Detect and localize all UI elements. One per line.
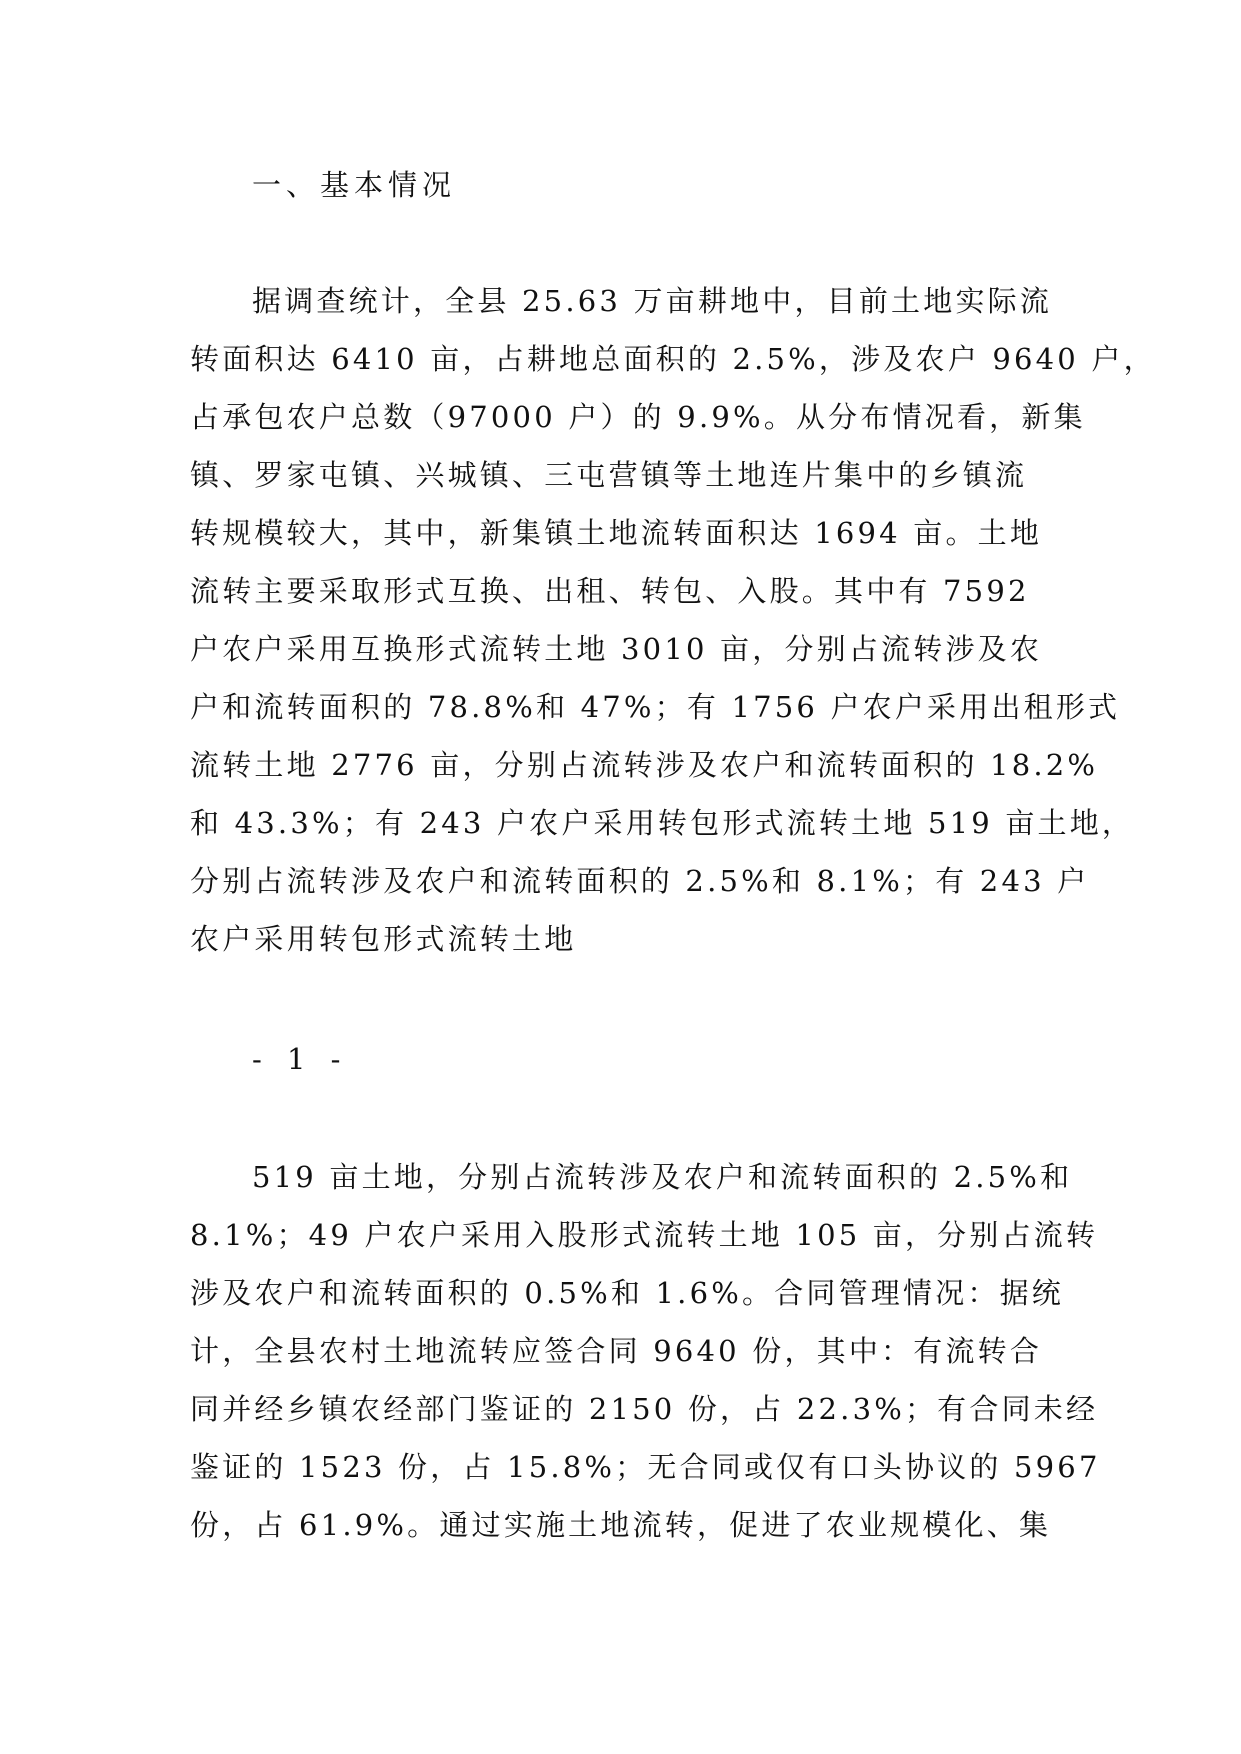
paragraph-line: 流转土地 2776 亩，分别占流转涉及农户和流转面积的 18.2% [190,748,1099,782]
page-number: - 1 - [252,1042,349,1076]
paragraph-line: 同并经乡镇农经部门鉴证的 2150 份，占 22.3%；有合同未经 [190,1392,1099,1426]
paragraph-line: 8.1%；49 户农户采用入股形式流转土地 105 亩，分别占流转 [190,1218,1099,1252]
paragraph-2 [190,1148,1101,1554]
paragraph-line: 分别占流转涉及农户和流转面积的 2.5%和 8.1%；有 243 户 [190,864,1090,898]
paragraph-line: 户和流转面积的 78.8%和 47%；有 1756 户农户采用出租形式 [190,690,1121,724]
paragraph-line: 转面积达 6410 亩，占耕地总面积的 2.5%，涉及农户 9640 户， [190,342,1156,376]
paragraph-line: 转规模较大，其中，新集镇土地流转面积达 1694 亩。土地 [190,516,1043,550]
paragraph-line: 519 亩土地，分别占流转涉及农户和流转面积的 2.5%和 [252,1160,1073,1194]
paragraph-line: 占承包农户总数（97000 户）的 9.9%。从分布情况看，新集 [190,400,1086,434]
paragraph-line: 流转主要采取形式互换、出租、转包、入股。其中有 7592 [190,574,1030,608]
paragraph-line: 鉴证的 1523 份，占 15.8%；无合同或仅有口头协议的 5967 [190,1450,1101,1484]
paragraph-line: 计，全县农村土地流转应签合同 9640 份，其中：有流转合 [190,1334,1043,1368]
paragraph-line: 份，占 61.9%。通过实施土地流转，促进了农业规模化、集 [190,1508,1052,1542]
paragraph-line: 镇、罗家屯镇、兴城镇、三屯营镇等土地连片集中的乡镇流 [190,458,1028,492]
paragraph-1 [190,272,1156,968]
paragraph-line: 据调查统计，全县 25.63 万亩耕地中，目前土地实际流 [252,284,1053,318]
paragraph-line: 和 43.3%；有 243 户农户采用转包形式流转土地 519 亩土地， [190,806,1135,840]
paragraph-line: 户农户采用互换形式流转土地 3010 亩，分别占流转涉及农 [190,632,1043,666]
paragraph-line: 农户采用转包形式流转土地 [190,922,577,956]
paragraph-line: 涉及农户和流转面积的 0.5%和 1.6%。合同管理情况：据统 [190,1276,1064,1310]
section-heading: 一、基本情况 [252,168,457,202]
